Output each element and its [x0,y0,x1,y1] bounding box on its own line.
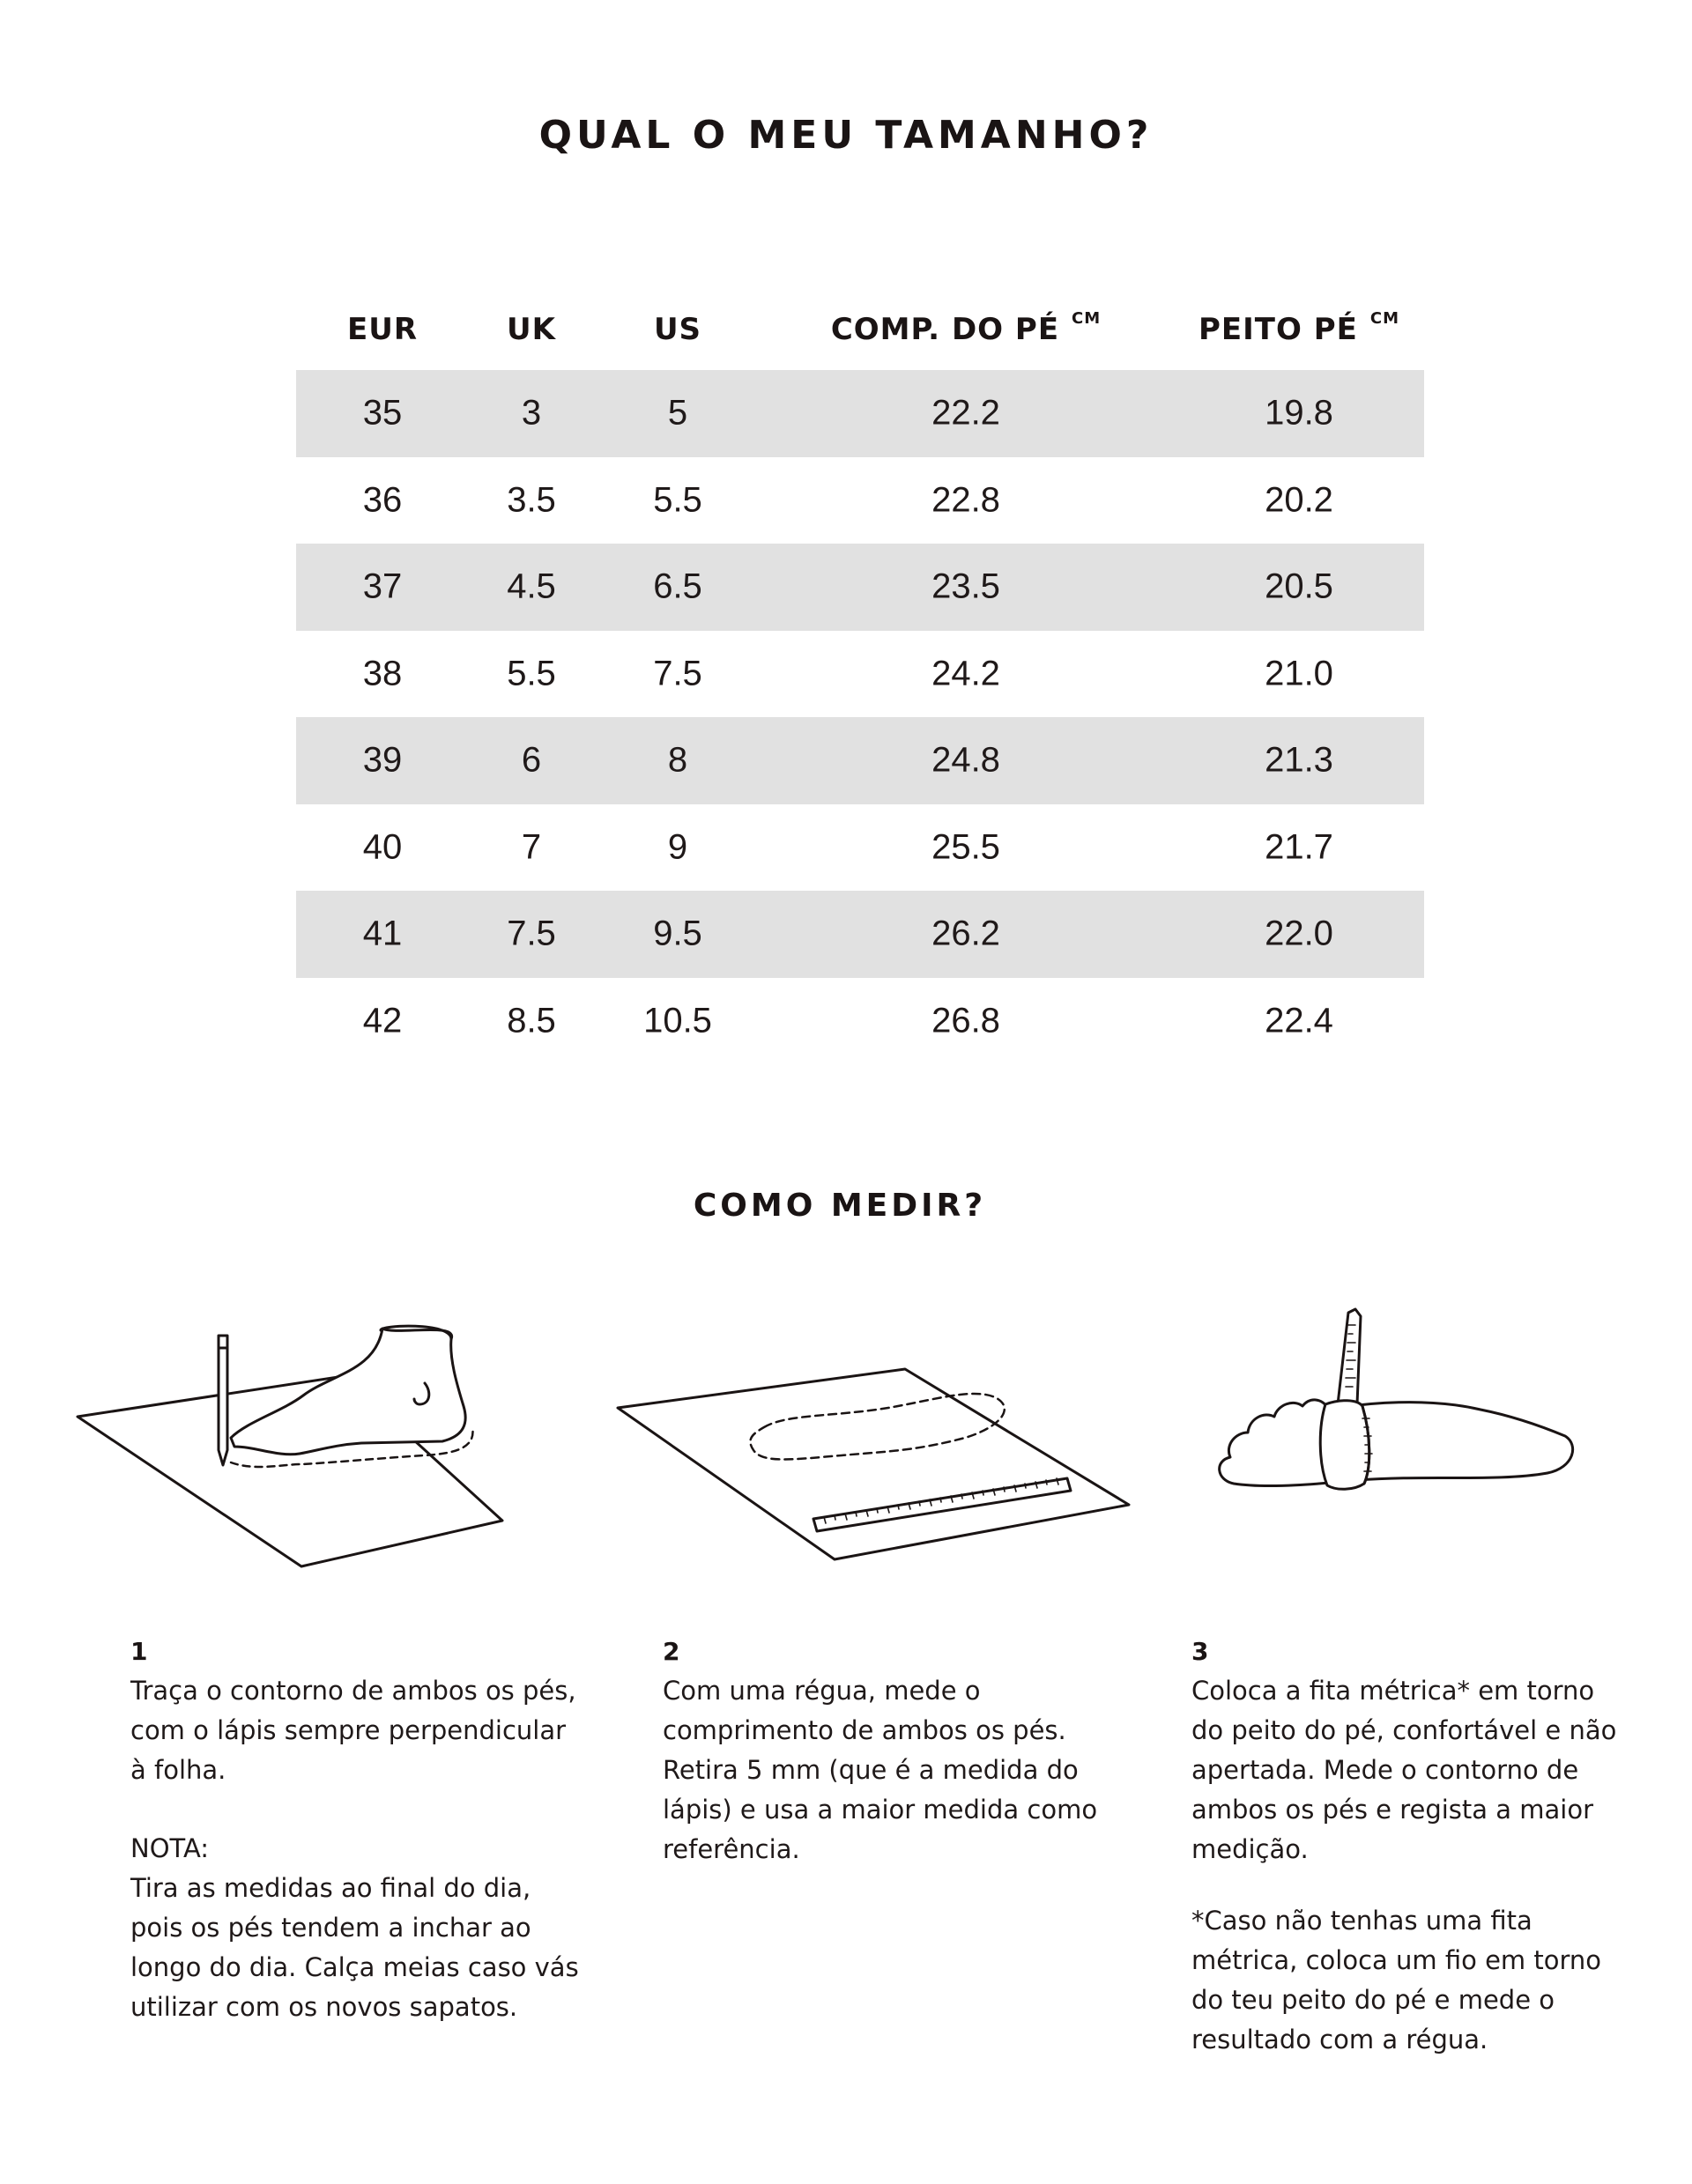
cell-instep: 21.7 [1265,827,1333,867]
cell-uk: 7 [521,827,542,867]
note-title: NOTA: [130,1833,210,1863]
cell-instep: 22.0 [1265,914,1333,953]
cell-length: 23.5 [931,566,1000,606]
cell-us: 8 [667,740,688,780]
step-number: 3 [1191,1637,1209,1666]
header-instep [1198,308,1399,347]
table-row [296,631,1424,718]
table-row [296,978,1424,1065]
cell-instep: 20.5 [1265,566,1333,606]
cell-length: 25.5 [931,827,1000,867]
cell-length: 24.8 [931,740,1000,780]
ruler-footprint-icon [612,1295,1141,1577]
cell-instep: 20.2 [1265,480,1333,520]
cell-eur: 41 [362,914,403,953]
how-to-measure-title: COMO MEDIR? [693,1188,987,1224]
cell-us: 10.5 [643,1001,712,1040]
note-text: Tira as medidas ao final do dia, pois os pés tendem a inchar ao longo do dia. Calça meias caso vás utilizar com os novos sapatos. [130,1873,579,2022]
cell-uk: 4.5 [507,566,556,606]
size-table-header [296,300,1424,370]
cell-length: 26.8 [931,1001,1000,1040]
cell-length: 26.2 [931,914,1000,953]
cell-instep: 21.3 [1265,740,1333,780]
cell-eur: 35 [362,393,403,433]
cell-instep: 19.8 [1265,393,1333,433]
tape-measure-foot-icon [1216,1295,1586,1577]
step-text: Coloca a fita métrica* em torno do peito do pé, confortável e não apertada. Mede o contorno de ambos os pés e regista a maior medição. [1191,1676,1617,1864]
table-row [296,717,1424,804]
size-table [296,300,1424,1040]
footnote-text: *Caso não tenhas uma fita métrica, coloca um fio em torno do teu peito do pé e mede o resultado com a régua. [1191,1906,1602,2054]
table-row [296,544,1424,631]
cell-us: 5 [667,393,688,433]
cell-us: 9 [667,827,688,867]
step-1 [130,1637,589,2027]
cell-uk: 5.5 [507,654,556,693]
cell-eur: 37 [362,566,403,606]
cell-uk: 3 [521,393,542,433]
header-us: US [653,312,702,347]
header-eur: EUR [346,312,419,347]
cell-eur: 42 [362,1001,403,1040]
cell-eur: 36 [362,480,403,520]
step-number: 2 [663,1637,680,1666]
header-length [830,308,1102,347]
table-row [296,804,1424,892]
table-row [296,457,1424,544]
cell-instep: 22.4 [1265,1001,1333,1040]
cell-length: 22.8 [931,480,1000,520]
step-text: Com uma régua, mede o comprimento de ambos os pés. Retira 5 mm (que é a medida do lápis) e usa a maior medida como referência. [663,1676,1098,1864]
cell-us: 7.5 [653,654,702,693]
cell-eur: 39 [362,740,403,780]
step-text: Traça o contorno de ambos os pés, com o lápis sempre perpendicular à folha. [130,1676,576,1785]
header-instep-unit: CM [1369,308,1399,328]
step-number: 1 [130,1637,148,1666]
cell-uk: 6 [521,740,542,780]
cell-uk: 3.5 [507,480,556,520]
header-uk: UK [507,312,556,347]
cell-instep: 21.0 [1265,654,1333,693]
header-length-unit: CM [1072,308,1102,328]
size-table-body [296,370,1424,1064]
step-2 [663,1637,1121,1869]
cell-us: 6.5 [653,566,702,606]
cell-uk: 7.5 [507,914,556,953]
cell-us: 5.5 [653,480,702,520]
table-row [296,891,1424,978]
header-length-label: COMP. DO PÉ [830,312,1060,347]
cell-length: 24.2 [931,654,1000,693]
cell-length: 22.2 [931,393,1000,433]
cell-uk: 8.5 [507,1001,556,1040]
cell-us: 9.5 [653,914,702,953]
cell-eur: 40 [362,827,403,867]
header-instep-label: PEITO PÉ [1198,312,1358,347]
cell-eur: 38 [362,654,403,693]
step-3 [1191,1637,1632,2060]
pencil-tracing-foot-icon [70,1295,529,1577]
table-row [296,370,1424,457]
page-title: QUAL O MEU TAMANHO? [538,113,1154,158]
